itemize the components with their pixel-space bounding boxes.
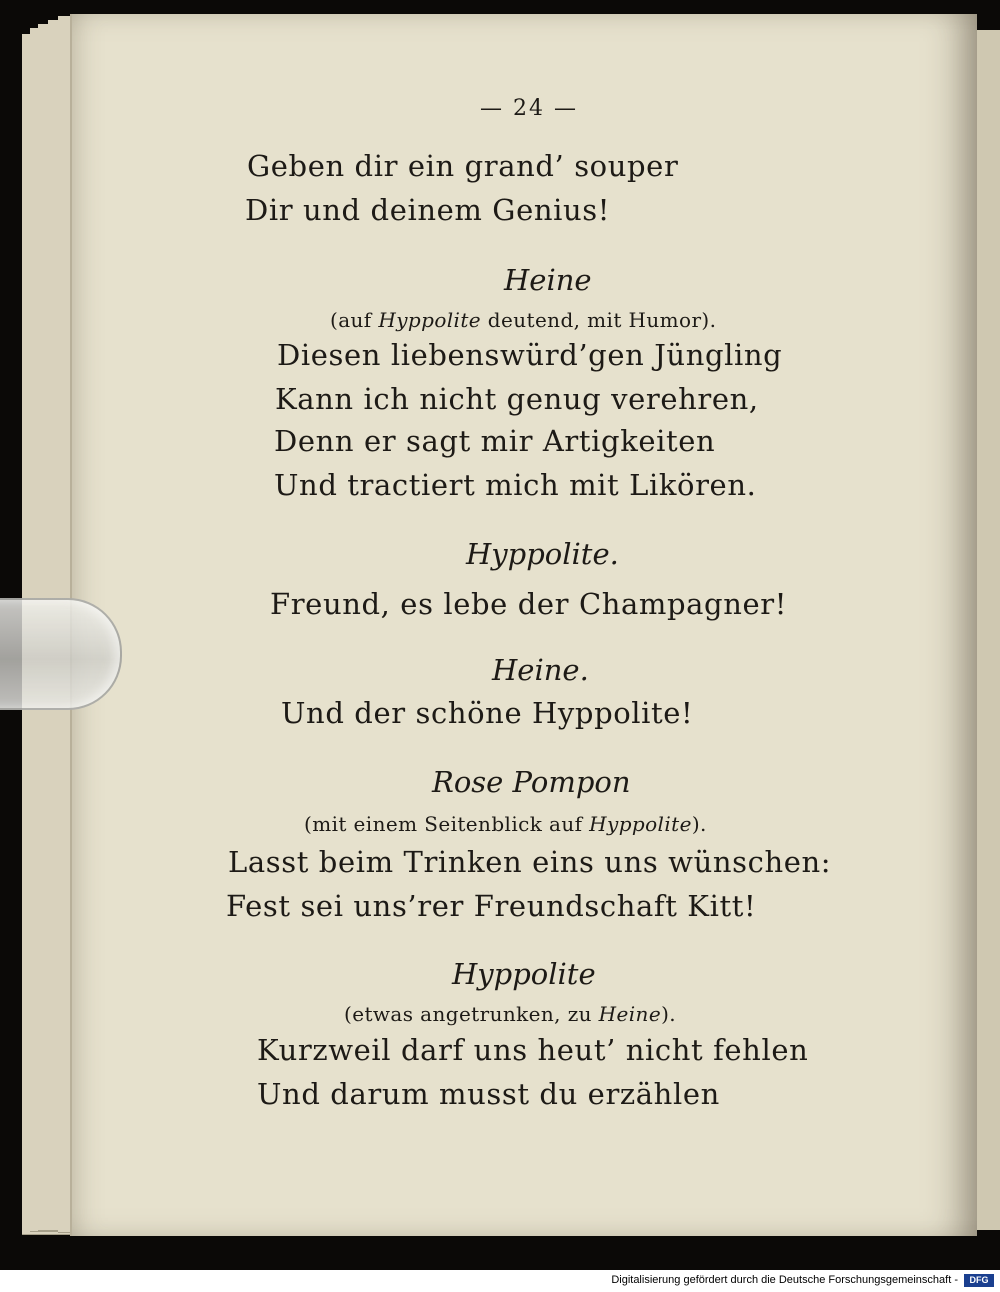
verse-line: Dir und deinem Genius! (245, 193, 610, 227)
stage-direction: (mit einem Seitenblick auf Hyppolite). (304, 812, 707, 836)
facing-page-edge (975, 30, 1000, 1230)
verse-line: Freund, es lebe der Champagner! (270, 587, 787, 621)
verse-line: Fest sei uns’rer Freundschaft Kitt! (226, 889, 757, 923)
verse-line: Und darum musst du erzählen (257, 1077, 720, 1111)
verse-line: Kann ich nicht genug verehren, (275, 382, 759, 416)
verse-line: Kurzweil darf uns heut’ nicht fehlen (257, 1033, 809, 1067)
digitization-footer (0, 1270, 1000, 1292)
book-page (70, 14, 977, 1236)
speaker-name: Hyppolite (452, 957, 596, 991)
speaker-name: Hyppolite. (466, 537, 619, 571)
stage-direction: (auf Hyppolite deutend, mit Humor). (330, 308, 717, 332)
page-holder-clip (0, 598, 122, 710)
verse-line: Lasst beim Trinken eins uns wünschen: (228, 845, 832, 879)
dfg-logo: DFG (964, 1274, 994, 1287)
speaker-name: Heine. (492, 653, 589, 687)
speaker-name: Heine (504, 263, 592, 297)
speaker-name: Rose Pompon (432, 765, 631, 799)
page-number: — 24 — (480, 96, 578, 121)
verse-line: Und tractiert mich mit Likören. (274, 468, 757, 502)
funding-credit: Digitalisierung gefördert durch die Deutsche Forschungsgemeinschaft - (611, 1274, 958, 1286)
verse-line: Diesen liebenswürd’gen Jüngling (277, 338, 783, 372)
stage-direction: (etwas angetrunken, zu Heine). (344, 1002, 677, 1026)
verse-line: Geben dir ein grand’ souper (247, 149, 679, 183)
verse-line: Und der schöne Hyppolite! (281, 696, 694, 730)
verse-line: Denn er sagt mir Artigkeiten (274, 424, 716, 458)
